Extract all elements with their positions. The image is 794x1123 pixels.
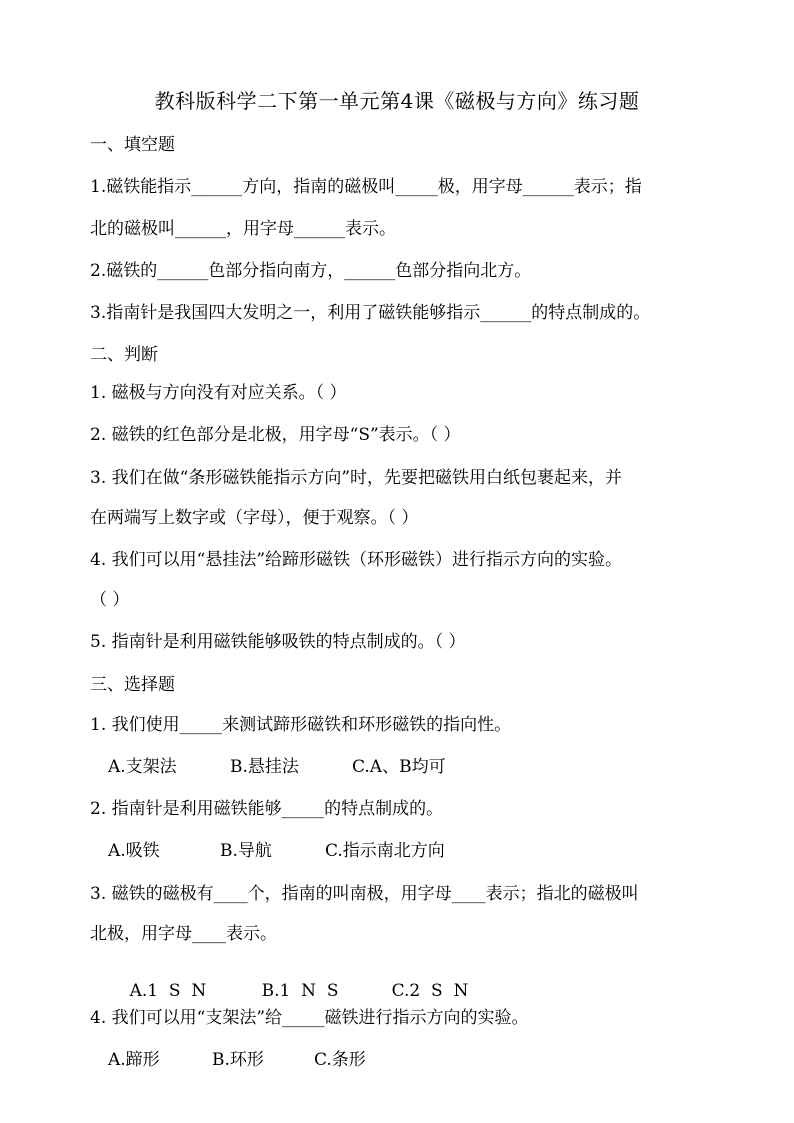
- choice-question-4: 4. 我们可以用“支架法”给_____磁铁进行指示方向的实验。: [90, 1008, 529, 1028]
- judgement-question-1: 1. 磁极与方向没有对应关系。（ ）: [90, 383, 347, 403]
- option-a[interactable]: A.1 S N: [129, 981, 207, 1001]
- option-a[interactable]: A.吸铁: [108, 841, 160, 861]
- fill-in-question-1-line-1: 1.磁铁能指示______方向，指南的磁极叫_____极，用字母______表示；指: [90, 177, 642, 197]
- choice-question-4-options: [108, 1045, 728, 1070]
- option-a[interactable]: A.蹄形: [108, 1050, 160, 1070]
- section-heading-fill-in: 一、填空题: [90, 135, 175, 155]
- choice-question-1: 1. 我们使用_____来测试蹄形磁铁和环形磁铁的指向性。: [90, 715, 512, 735]
- option-c[interactable]: C.条形: [314, 1050, 366, 1070]
- fill-in-question-1-line-2: 北的磁极叫______，用字母______表示。: [90, 219, 396, 239]
- option-c[interactable]: C.2 S N: [391, 981, 469, 1001]
- judgement-question-3-line-2: 在两端写上数字或（字母），便于观察。（ ）: [90, 508, 419, 528]
- judgement-question-4-line-1: 4. 我们可以用“悬挂法”给蹄形磁铁（环形磁铁）进行指示方向的实验。: [90, 550, 623, 570]
- choice-question-1-options: [108, 752, 728, 777]
- choice-question-2: 2. 指南针是利用磁铁能够_____的特点制成的。: [90, 799, 444, 819]
- judgement-question-4-line-2: （ ）: [90, 590, 130, 610]
- option-c[interactable]: C.A、B均可: [352, 757, 446, 777]
- option-c[interactable]: C.指示南北方向: [325, 841, 445, 861]
- option-b[interactable]: B.悬挂法: [230, 757, 299, 777]
- fill-in-question-2: 2.磁铁的______色部分指向南方，______色部分指向北方。: [90, 261, 532, 281]
- choice-question-3-line-1: 3. 磁铁的磁极有____个，指南的叫南极，用字母____表示；指北的磁极叫: [90, 884, 639, 904]
- option-b[interactable]: B.导航: [220, 841, 272, 861]
- judgement-question-5: 5. 指南针是利用磁铁能够吸铁的特点制成的。（ ）: [90, 632, 466, 652]
- page-title: 教科版科学二下第一单元第4课《磁极与方向》练习题: [154, 89, 640, 113]
- section-heading-choice: 三、选择题: [90, 675, 175, 695]
- option-b[interactable]: B.环形: [212, 1050, 264, 1070]
- choice-question-3-line-2: 北极，用字母____表示。: [90, 924, 277, 944]
- option-a[interactable]: A.支架法: [108, 757, 177, 777]
- option-b[interactable]: B.1 N S: [261, 981, 339, 1001]
- judgement-question-3-line-1: 3. 我们在做“条形磁铁能指示方向”时，先要把磁铁用白纸包裹起来，并: [90, 468, 623, 488]
- fill-in-question-3: 3.指南针是我国四大发明之一，利用了磁铁能够指示______的特点制成的。: [90, 303, 651, 323]
- choice-question-2-options: [108, 836, 728, 861]
- section-heading-judgement: 二、判断: [90, 345, 158, 365]
- judgement-question-2: 2. 磁铁的红色部分是北极，用字母“S”表示。（ ）: [90, 425, 461, 445]
